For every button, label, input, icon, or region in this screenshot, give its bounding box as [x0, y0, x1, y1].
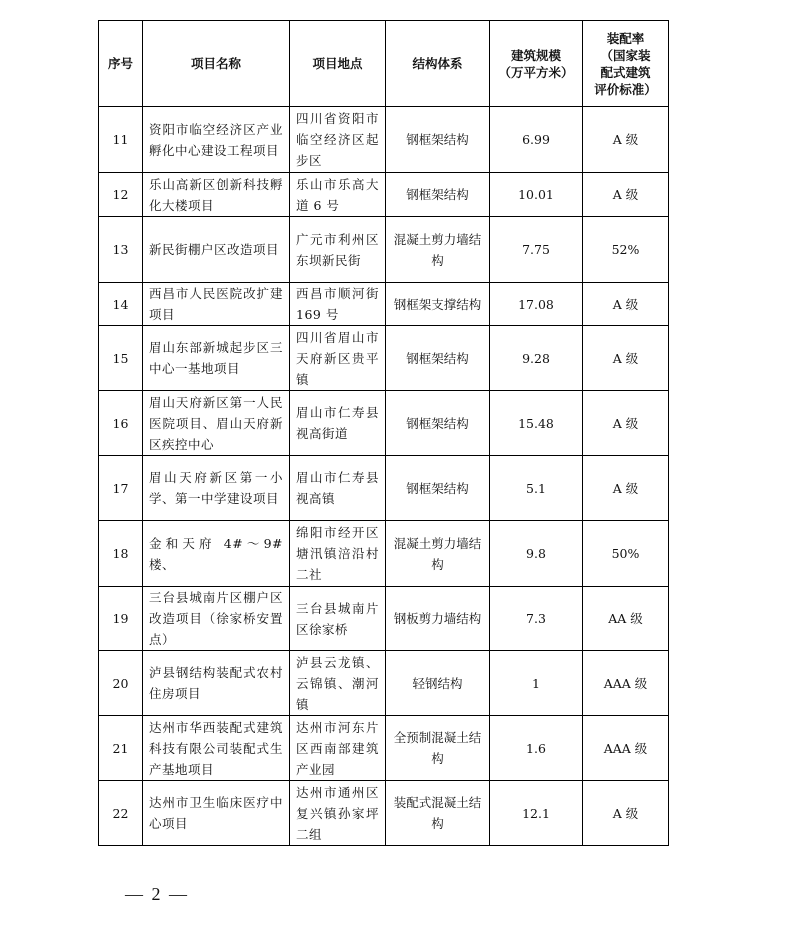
cell-scale: 9.8 — [490, 521, 583, 587]
cell-structure: 装配式混凝土结构 — [386, 781, 490, 846]
cell-no: 17 — [99, 456, 143, 521]
cell-no: 13 — [99, 217, 143, 283]
cell-scale: 5.1 — [490, 456, 583, 521]
cell-name: 乐山高新区创新科技孵化大楼项目 — [143, 173, 290, 217]
cell-rate: A 级 — [583, 107, 669, 173]
cell-scale: 7.75 — [490, 217, 583, 283]
header-rate-line4: 评价标准） — [594, 81, 657, 97]
cell-scale: 17.08 — [490, 283, 583, 326]
cell-structure: 钢框架结构 — [386, 173, 490, 217]
cell-location: 乐山市乐高大道 6 号 — [290, 173, 386, 217]
cell-no: 14 — [99, 283, 143, 326]
cell-name: 达州市卫生临床医疗中心项目 — [143, 781, 290, 846]
cell-name: 金和天府 4#～9#楼、 — [143, 521, 290, 587]
cell-no: 20 — [99, 651, 143, 716]
cell-name: 西昌市人民医院改扩建项目 — [143, 283, 290, 326]
cell-no: 15 — [99, 326, 143, 391]
cell-name: 资阳市临空经济区产业孵化中心建设工程项目 — [143, 107, 290, 173]
cell-scale: 12.1 — [490, 781, 583, 846]
table-row — [99, 716, 669, 781]
cell-scale: 1.6 — [490, 716, 583, 781]
cell-rate: A 级 — [583, 391, 669, 456]
cell-location: 眉山市仁寿县视高街道 — [290, 391, 386, 456]
cell-name: 三台县城南片区棚户区改造项目（徐家桥安置点） — [143, 587, 290, 651]
cell-scale: 1 — [490, 651, 583, 716]
cell-structure: 钢框架结构 — [386, 391, 490, 456]
cell-no: 18 — [99, 521, 143, 587]
cell-structure: 轻钢结构 — [386, 651, 490, 716]
cell-structure: 混凝土剪力墙结构 — [386, 217, 490, 283]
cell-rate: A 级 — [583, 173, 669, 217]
cell-location: 达州市河东片区西南部建筑产业园 — [290, 716, 386, 781]
cell-scale: 15.48 — [490, 391, 583, 456]
header-scale — [490, 21, 583, 107]
page-number: — 2 — — [125, 884, 189, 904]
cell-scale: 6.99 — [490, 107, 583, 173]
cell-scale: 9.28 — [490, 326, 583, 391]
cell-rate: A 级 — [583, 781, 669, 846]
header-rate-line1: 装配率 — [606, 30, 645, 46]
cell-rate: 52% — [583, 217, 669, 283]
cell-location: 绵阳市经开区塘汛镇涪沿村二社 — [290, 521, 386, 587]
cell-no: 12 — [99, 173, 143, 217]
table-row — [99, 283, 669, 326]
cell-structure: 钢框架结构 — [386, 326, 490, 391]
header-no: 序号 — [99, 21, 143, 107]
cell-rate: AAA 级 — [583, 651, 669, 716]
header-structure: 结构体系 — [386, 21, 490, 107]
header-rate-line3: 配式建筑 — [600, 64, 651, 80]
cell-name: 新民街棚户区改造项目 — [143, 217, 290, 283]
table-row — [99, 217, 669, 283]
cell-location: 眉山市仁寿县视高镇 — [290, 456, 386, 521]
cell-location: 四川省眉山市天府新区贵平镇 — [290, 326, 386, 391]
cell-no: 22 — [99, 781, 143, 846]
cell-rate: A 级 — [583, 456, 669, 521]
table-row — [99, 521, 669, 587]
table-row — [99, 651, 669, 716]
table-row — [99, 781, 669, 846]
cell-no: 19 — [99, 587, 143, 651]
table-row — [99, 587, 669, 651]
cell-name: 达州市华西装配式建筑科技有限公司装配式生产基地项目 — [143, 716, 290, 781]
cell-rate: AAA 级 — [583, 716, 669, 781]
cell-rate: A 级 — [583, 326, 669, 391]
cell-rate: AA 级 — [583, 587, 669, 651]
cell-rate: A 级 — [583, 283, 669, 326]
cell-location: 泸县云龙镇、云锦镇、潮河镇 — [290, 651, 386, 716]
cell-location: 达州市通州区复兴镇孙家坪二组 — [290, 781, 386, 846]
cell-location: 三台县城南片区徐家桥 — [290, 587, 386, 651]
table-row — [99, 173, 669, 217]
header-row — [99, 21, 669, 107]
table-row — [99, 107, 669, 173]
cell-location: 西昌市顺河街 169 号 — [290, 283, 386, 326]
cell-structure: 钢板剪力墙结构 — [386, 587, 490, 651]
project-table — [98, 20, 669, 846]
header-rate-line2: （国家装 — [600, 47, 651, 63]
cell-location: 四川省资阳市临空经济区起步区 — [290, 107, 386, 173]
cell-scale: 7.3 — [490, 587, 583, 651]
cell-no: 21 — [99, 716, 143, 781]
header-location: 项目地点 — [290, 21, 386, 107]
header-rate — [583, 21, 669, 107]
cell-name: 泸县钢结构装配式农村住房项目 — [143, 651, 290, 716]
cell-structure: 钢框架结构 — [386, 456, 490, 521]
table-row — [99, 391, 669, 456]
header-name: 项目名称 — [143, 21, 290, 107]
cell-structure: 全预制混凝土结构 — [386, 716, 490, 781]
cell-scale: 10.01 — [490, 173, 583, 217]
cell-location: 广元市利州区东坝新民街 — [290, 217, 386, 283]
cell-name: 眉山天府新区第一人民医院项目、眉山天府新区疾控中心 — [143, 391, 290, 456]
cell-structure: 钢框架结构 — [386, 107, 490, 173]
header-scale-line1: 建筑规模 — [510, 47, 561, 63]
cell-name: 眉山天府新区第一小学、第一中学建设项目 — [143, 456, 290, 521]
cell-name: 眉山东部新城起步区三中心一基地项目 — [143, 326, 290, 391]
table-row — [99, 326, 669, 391]
table-row — [99, 456, 669, 521]
cell-no: 16 — [99, 391, 143, 456]
cell-structure: 混凝土剪力墙结构 — [386, 521, 490, 587]
header-scale-line2: （万平方米） — [498, 64, 574, 80]
cell-rate: 50% — [583, 521, 669, 587]
cell-structure: 钢框架支撑结构 — [386, 283, 490, 326]
cell-no: 11 — [99, 107, 143, 173]
